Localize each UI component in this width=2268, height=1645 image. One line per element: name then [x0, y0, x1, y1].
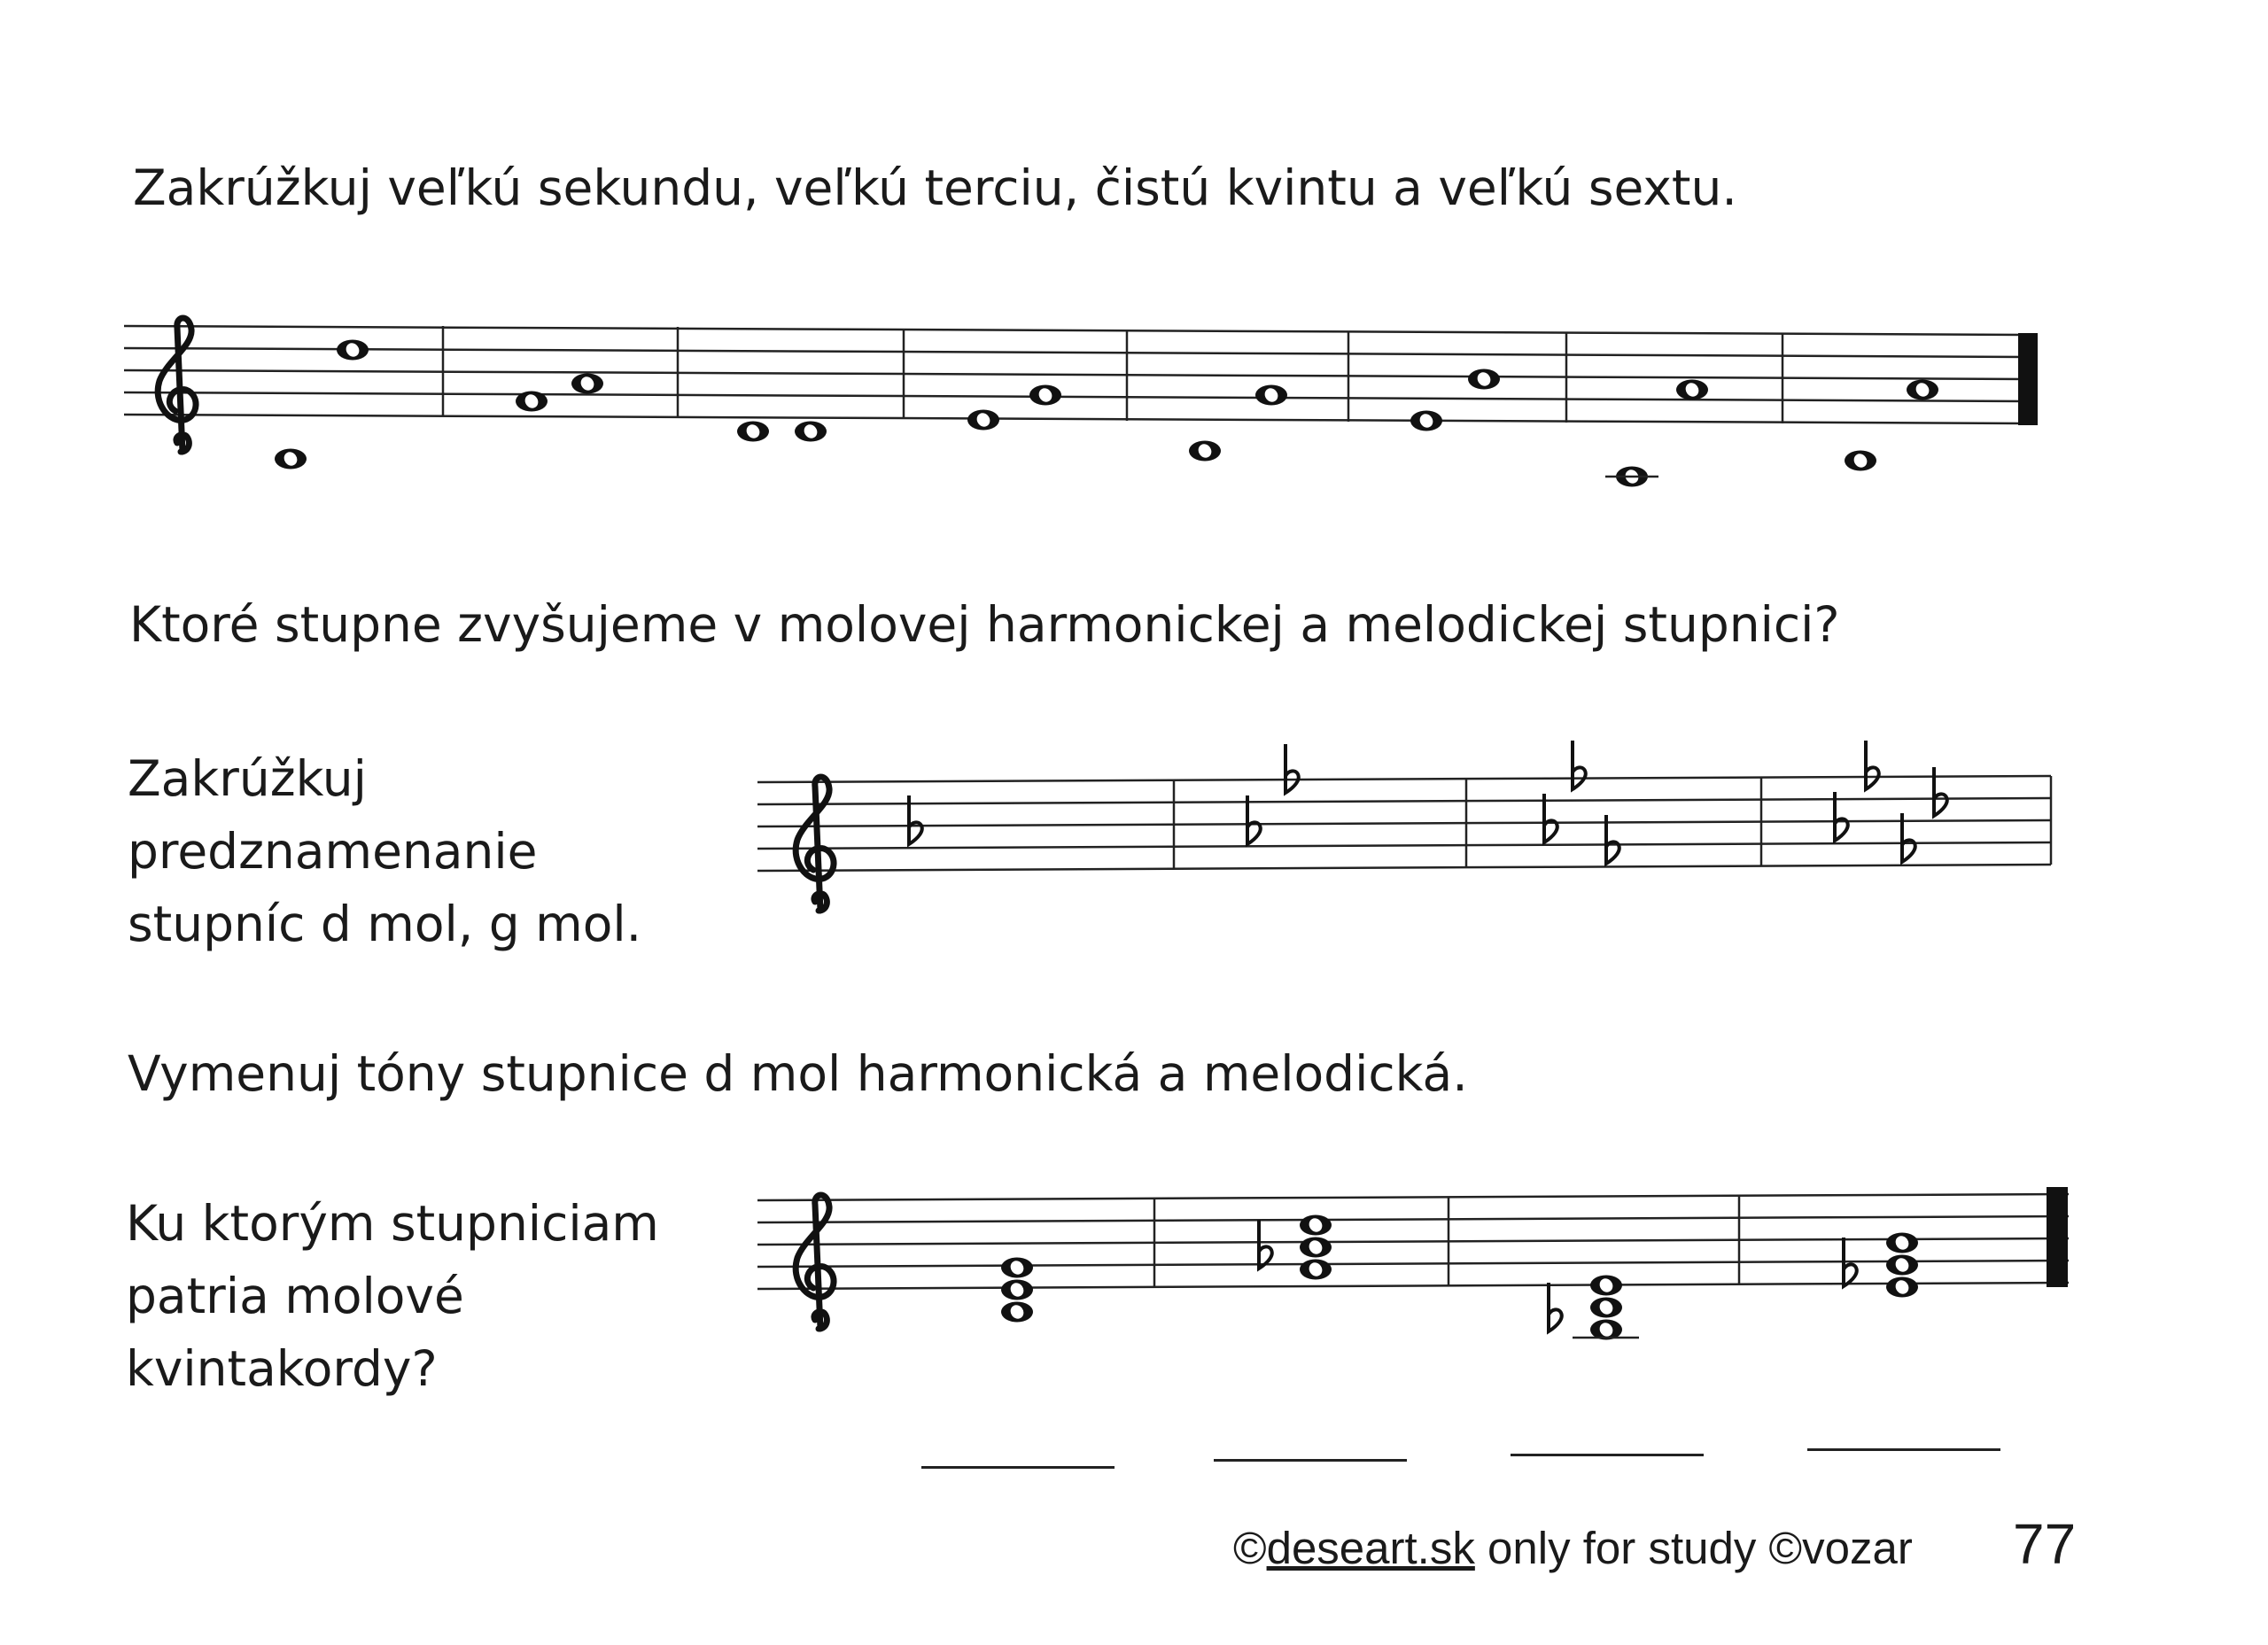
label-line: kvintakordy? — [126, 1340, 438, 1397]
answer-blank-1[interactable] — [921, 1466, 1115, 1469]
label-line: stupníc d mol, g mol. — [128, 896, 642, 952]
exercise-4-question: Vymenuj tóny stupnice d mol harmonická a melodická. — [128, 1045, 1468, 1102]
exercise-5-label — [126, 1187, 659, 1405]
exercise-1-instruction: Zakrúžkuj veľkú sekundu, veľkú terciu, čistú kvintu a veľkú sextu. — [133, 159, 1737, 216]
page-number: 77 — [2013, 1512, 2077, 1576]
label-line: Zakrúžkuj — [128, 750, 367, 807]
answer-blank-4[interactable] — [1807, 1448, 2000, 1451]
label-line: Ku ktorým stupniciam — [126, 1195, 659, 1252]
whole-note-icon — [275, 340, 1938, 487]
answer-blank-2[interactable] — [1214, 1459, 1407, 1462]
answer-blank-3[interactable] — [1511, 1454, 1704, 1456]
copyright-symbol: © — [1233, 1523, 1267, 1573]
label-line: predznamenanie — [128, 823, 538, 880]
final-barline-icon — [2018, 333, 2038, 425]
site-link[interactable]: deseart.sk — [1266, 1523, 1475, 1573]
treble-clef-icon — [158, 318, 196, 452]
footer-copyright — [1233, 1522, 1913, 1574]
footer-rest: only for study ©vozar — [1474, 1523, 1913, 1573]
exercise-3-label — [128, 742, 641, 960]
label-line: patria molové — [126, 1268, 464, 1324]
exercise-2-question: Ktoré stupne zvyšujeme v molovej harmonickej a melodickej stupnici? — [129, 596, 1840, 653]
